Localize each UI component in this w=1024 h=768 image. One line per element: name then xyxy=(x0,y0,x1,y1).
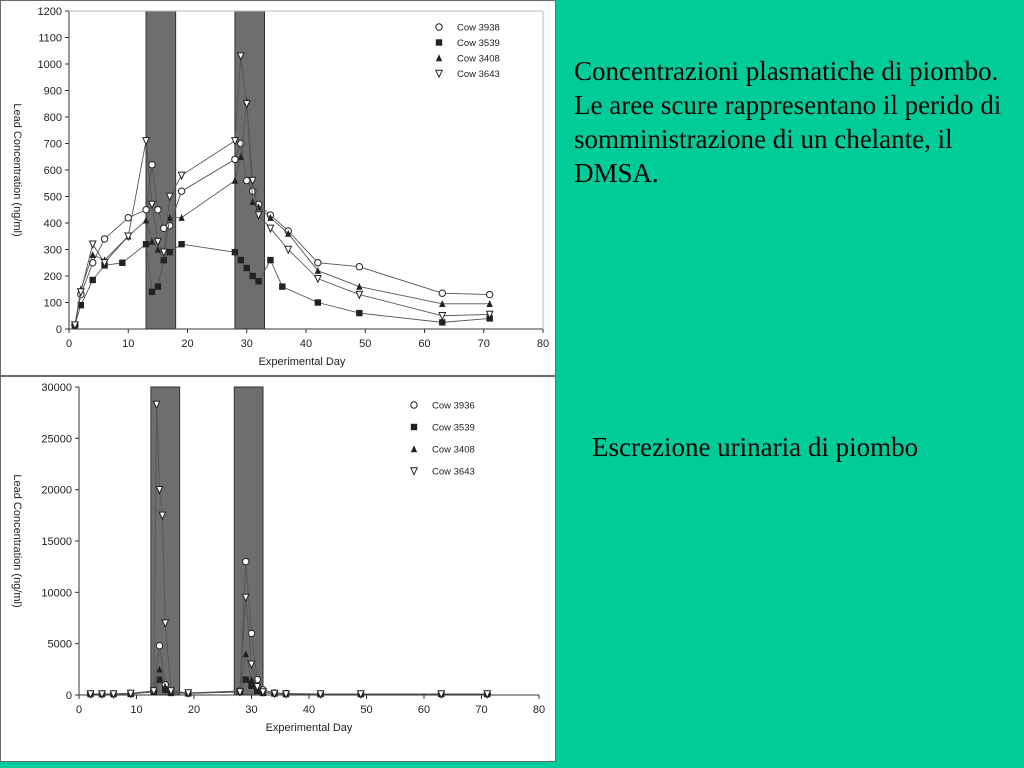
legend-marker xyxy=(436,39,442,45)
data-point xyxy=(439,290,445,296)
legend xyxy=(436,23,500,81)
data-point xyxy=(243,676,249,682)
legend-label: Cow 3643 xyxy=(432,466,475,478)
x-tick-label: 30 xyxy=(245,704,258,716)
data-point xyxy=(315,299,321,305)
x-axis-label: Experimental Day xyxy=(265,722,353,734)
legend-label: Cow 3408 xyxy=(432,444,475,456)
data-point xyxy=(119,260,125,266)
series-line xyxy=(91,404,488,694)
y-tick-label: 400 xyxy=(43,218,62,230)
y-tick-label: 800 xyxy=(43,112,62,124)
legend-label: Cow 3408 xyxy=(457,53,500,65)
urine-chart-panel xyxy=(0,376,556,762)
x-tick-label: 80 xyxy=(532,704,546,716)
data-point xyxy=(149,289,155,295)
legend xyxy=(411,401,475,478)
x-tick-label: 10 xyxy=(130,704,143,716)
data-point xyxy=(255,278,261,284)
series-cow-3408 xyxy=(87,650,490,697)
data-point xyxy=(356,264,362,270)
y-axis-label: Lead Concentration (ng/ml) xyxy=(11,103,23,237)
x-tick-label: 70 xyxy=(477,338,490,350)
legend-label: Cow 3643 xyxy=(457,69,500,80)
data-point xyxy=(243,558,249,564)
urine-lead-chart xyxy=(1,377,555,761)
data-point xyxy=(356,310,362,316)
series-line xyxy=(75,101,490,325)
data-point xyxy=(143,241,149,247)
data-point xyxy=(167,222,173,228)
data-point xyxy=(125,215,131,221)
series-line xyxy=(75,144,490,326)
legend-marker xyxy=(411,468,417,475)
y-tick-label: 100 xyxy=(43,297,62,310)
data-point xyxy=(101,236,107,242)
data-point xyxy=(244,265,250,271)
x-tick-label: 60 xyxy=(418,338,431,350)
data-point xyxy=(155,207,161,213)
y-tick-label: 20000 xyxy=(41,484,72,497)
x-tick-label: 0 xyxy=(65,338,73,350)
data-point xyxy=(238,140,244,146)
y-tick-label: 10000 xyxy=(41,587,72,600)
legend-marker xyxy=(436,54,442,61)
series-cow-3539 xyxy=(72,241,493,328)
series-line xyxy=(91,562,488,694)
x-tick-label: 50 xyxy=(359,338,372,350)
data-point xyxy=(249,273,255,279)
x-tick-label: 70 xyxy=(475,704,488,716)
plasma-chart-panel xyxy=(0,0,556,376)
x-tick-label: 50 xyxy=(360,704,373,716)
legend-label: Cow 3539 xyxy=(457,38,500,49)
x-tick-label: 10 xyxy=(122,338,135,350)
treatment-band xyxy=(234,387,263,695)
y-tick-label: 300 xyxy=(43,244,62,257)
urine-caption: Escrezione urinaria di piombo xyxy=(592,432,919,462)
data-point xyxy=(356,283,362,290)
legend-marker xyxy=(411,445,417,452)
data-point xyxy=(155,283,161,289)
data-point xyxy=(143,207,149,213)
legend-label: Cow 3936 xyxy=(432,400,475,412)
y-axis-label: Lead Concentration (ng/ml) xyxy=(11,474,23,608)
y-tick-label: 25000 xyxy=(41,433,72,446)
y-tick-label: 15000 xyxy=(41,536,72,548)
x-tick-label: 0 xyxy=(75,704,83,716)
series-cow-3936 xyxy=(87,558,490,697)
series-cow-3408 xyxy=(72,97,493,328)
data-point xyxy=(178,172,184,179)
y-tick-label: 200 xyxy=(43,271,62,283)
y-tick-label: 0 xyxy=(65,690,72,702)
y-tick-label: 5000 xyxy=(47,638,72,651)
x-tick-label: 60 xyxy=(417,704,431,716)
series-cow-3938 xyxy=(72,140,493,328)
y-tick-label: 900 xyxy=(43,85,62,98)
legend-marker xyxy=(436,70,442,77)
y-tick-label: 700 xyxy=(43,138,62,151)
series-line xyxy=(91,654,488,694)
y-tick-label: 600 xyxy=(43,165,62,177)
y-tick-label: 1200 xyxy=(37,6,62,18)
legend-marker xyxy=(436,24,442,30)
data-point xyxy=(232,156,238,162)
data-point xyxy=(244,177,250,183)
legend-marker xyxy=(411,424,417,430)
y-tick-label: 1000 xyxy=(37,59,62,71)
x-tick-label: 80 xyxy=(536,338,550,350)
x-tick-label: 40 xyxy=(302,704,316,716)
x-tick-label: 40 xyxy=(299,338,313,350)
plasma-lead-chart xyxy=(1,1,555,375)
x-axis-label: Experimental Day xyxy=(258,356,346,368)
data-point xyxy=(486,291,492,297)
data-point xyxy=(167,249,173,255)
plasma-caption: Concentrazioni plasmatiche di piombo. Le aree scure rappresentano il perido di somministrazione di un chelante, il DMSA. xyxy=(574,56,1002,188)
legend-label: Cow 3539 xyxy=(432,422,475,434)
y-tick-label: 30000 xyxy=(41,382,72,394)
data-point xyxy=(149,162,155,168)
x-tick-label: 20 xyxy=(181,338,194,350)
data-point xyxy=(90,241,96,248)
y-tick-label: 1100 xyxy=(38,32,62,45)
legend-marker xyxy=(411,402,417,408)
data-point xyxy=(178,188,184,194)
data-point xyxy=(156,643,162,649)
y-tick-label: 0 xyxy=(55,324,62,336)
data-point xyxy=(279,283,285,289)
data-point xyxy=(315,260,321,266)
data-point xyxy=(315,275,321,282)
data-point xyxy=(267,257,273,263)
data-point xyxy=(232,249,238,255)
data-point xyxy=(238,257,244,263)
x-tick-label: 20 xyxy=(187,704,201,716)
series-cow-3643 xyxy=(87,401,490,697)
legend-label: Cow 3938 xyxy=(457,22,500,34)
y-tick-label: 500 xyxy=(43,191,62,204)
x-tick-label: 30 xyxy=(240,338,253,350)
data-point xyxy=(90,277,96,283)
data-point xyxy=(178,241,184,247)
